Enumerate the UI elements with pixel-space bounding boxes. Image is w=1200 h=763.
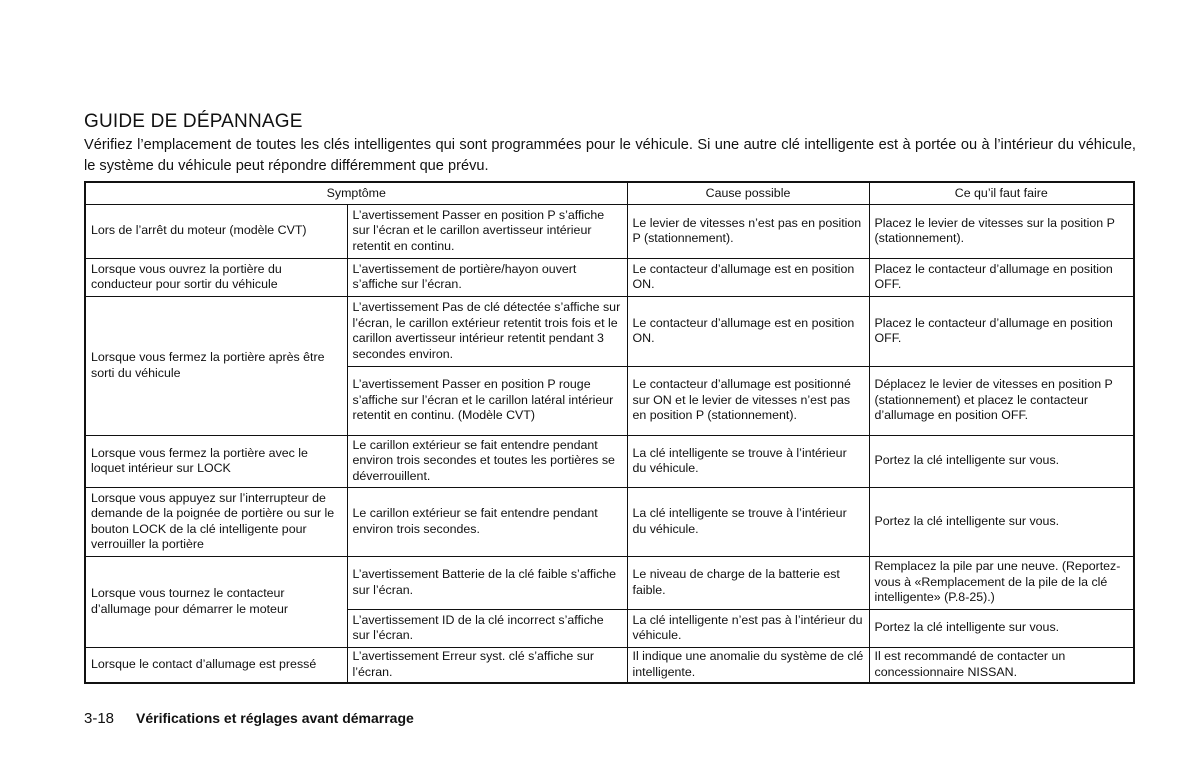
- table-row: [85, 204, 1134, 258]
- situation-cell: Lorsque vous tournez le contacteur d’allumage pour démarrer le moteur: [85, 556, 347, 647]
- action-cell: Remplacez la pile par une neuve. (Reportez-vous à «Remplacement de la pile de la clé intelligente» (P.8-25).): [869, 556, 1134, 609]
- symptom-cell: L’avertissement Erreur syst. clé s’affiche sur l’écran.: [347, 647, 627, 683]
- action-cell: Déplacez le levier de vitesses en position P (stationnement) et placez le contacteur d’allumage en position OFF.: [869, 366, 1134, 435]
- table-row: [85, 647, 1134, 683]
- symptom-cell: L’avertissement Passer en position P rouge s’affiche sur l’écran et le carillon latéral intérieur retentit en continu. (Modèle CVT): [347, 366, 627, 435]
- situation-cell: Lors de l’arrêt du moteur (modèle CVT): [85, 204, 347, 258]
- action-cell: Portez la clé intelligente sur vous.: [869, 435, 1134, 487]
- header-cause: Cause possible: [627, 182, 869, 204]
- situation-cell: Lorsque vous ouvrez la portière du conducteur pour sortir du véhicule: [85, 258, 347, 296]
- intro-paragraph: Vérifiez l’emplacement de toutes les clés intelligentes qui sont programmées pour le véhicule. Si une autre clé intelligente est à portée ou à l’intérieur du véhicule, le système du véhicule peut répondre différemment que prévu.: [84, 137, 1136, 174]
- symptom-cell: Le carillon extérieur se fait entendre pendant environ trois secondes et toutes les portières se déverrouillent.: [347, 435, 627, 487]
- action-cell: Portez la clé intelligente sur vous.: [869, 487, 1134, 556]
- symptom-cell: L’avertissement Passer en position P s’affiche sur l’écran et le carillon avertisseur intérieur retentit en continu.: [347, 204, 627, 258]
- action-cell: Portez la clé intelligente sur vous.: [869, 609, 1134, 647]
- cause-cell: Il indique une anomalie du système de clé intelligente.: [627, 647, 869, 683]
- action-cell: Placez le contacteur d’allumage en position OFF.: [869, 296, 1134, 366]
- situation-cell: Lorsque le contact d’allumage est pressé: [85, 647, 347, 683]
- cause-cell: Le contacteur d’allumage est en position ON.: [627, 258, 869, 296]
- action-cell: Placez le contacteur d’allumage en position OFF.: [869, 258, 1134, 296]
- cause-cell: La clé intelligente se trouve à l’intérieur du véhicule.: [627, 487, 869, 556]
- troubleshooting-table: [84, 181, 1135, 684]
- cause-cell: La clé intelligente n’est pas à l’intérieur du véhicule.: [627, 609, 869, 647]
- action-cell: Placez le levier de vitesses sur la position P (stationnement).: [869, 204, 1134, 258]
- cause-cell: Le contacteur d’allumage est positionné sur ON et le levier de vitesses n’est pas en position P (stationnement).: [627, 366, 869, 435]
- footer-section-title: Vérifications et réglages avant démarrage: [136, 710, 414, 726]
- symptom-cell: Le carillon extérieur se fait entendre pendant environ trois secondes.: [347, 487, 627, 556]
- symptom-cell: L’avertissement de portière/hayon ouvert s’affiche sur l’écran.: [347, 258, 627, 296]
- header-symptom: Symptôme: [85, 182, 627, 204]
- table-row: [85, 435, 1134, 487]
- page-number: 3-18: [84, 710, 115, 727]
- symptom-cell: L’avertissement Pas de clé détectée s’affiche sur l’écran, le carillon extérieur retentit trois fois et le carillon avertisseur intérieur retentit pendant 3 secondes environ.: [347, 296, 627, 366]
- section-heading: GUIDE DE DÉPANNAGE: [84, 111, 303, 132]
- table-header-row: [85, 182, 1134, 204]
- table-row: [85, 487, 1134, 556]
- situation-cell: Lorsque vous fermez la portière après être sorti du véhicule: [85, 296, 347, 435]
- header-action: Ce qu’il faut faire: [869, 182, 1134, 204]
- table-row: [85, 258, 1134, 296]
- cause-cell: Le contacteur d’allumage est en position ON.: [627, 296, 869, 366]
- action-cell: Il est recommandé de contacter un concessionnaire NISSAN.: [869, 647, 1134, 683]
- table-row: [85, 296, 1134, 366]
- situation-cell: Lorsque vous fermez la portière avec le loquet intérieur sur LOCK: [85, 435, 347, 487]
- symptom-cell: L’avertissement ID de la clé incorrect s’affiche sur l’écran.: [347, 609, 627, 647]
- cause-cell: Le niveau de charge de la batterie est faible.: [627, 556, 869, 609]
- cause-cell: Le levier de vitesses n’est pas en position P (stationnement).: [627, 204, 869, 258]
- table-row: [85, 556, 1134, 609]
- situation-cell: Lorsque vous appuyez sur l’interrupteur de demande de la poignée de portière ou sur le bouton LOCK de la clé intelligente pour verrouiller la portière: [85, 487, 347, 556]
- cause-cell: La clé intelligente se trouve à l’intérieur du véhicule.: [627, 435, 869, 487]
- symptom-cell: L’avertissement Batterie de la clé faible s’affiche sur l’écran.: [347, 556, 627, 609]
